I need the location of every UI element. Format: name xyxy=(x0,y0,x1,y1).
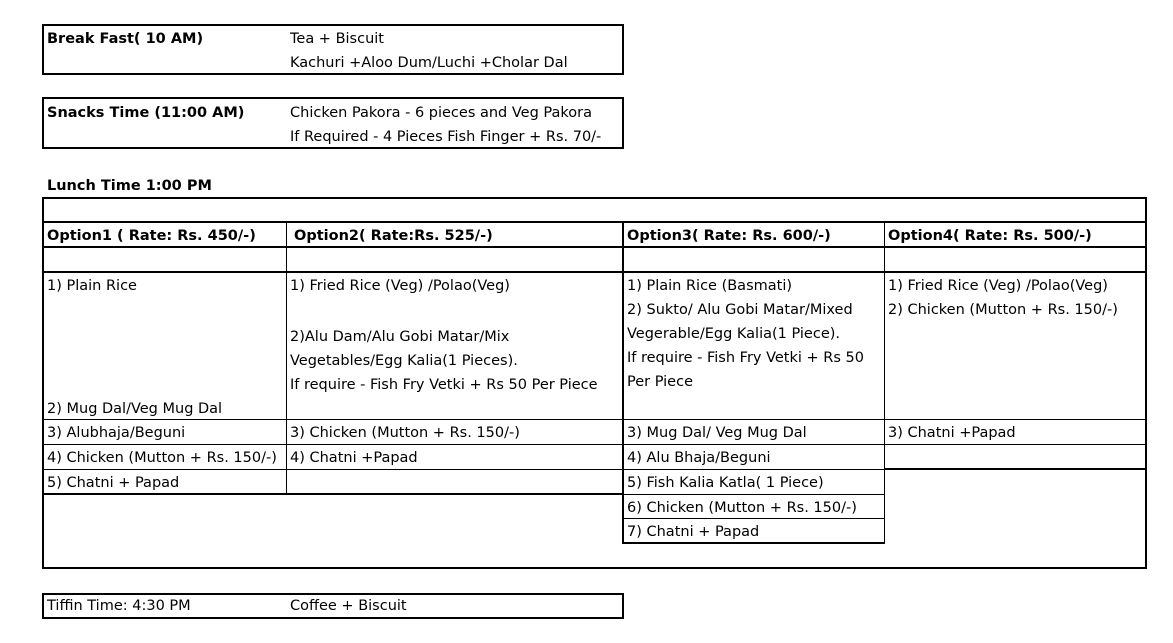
menu-item: 3) Chatni +Papad xyxy=(888,425,1016,441)
menu-item: 2) Mug Dal/Veg Mug Dal xyxy=(47,401,223,417)
table-rule xyxy=(286,221,287,494)
table-rule xyxy=(42,221,1147,223)
breakfast-item: Tea + Biscuit xyxy=(290,31,384,47)
option-header: Option2( Rate:Rs. 525/-) xyxy=(294,228,493,244)
menu-item: 2)Alu Dam/Alu Gobi Matar/Mix Vegetables/Egg Kalia(1 Pieces). If require - Fish Fry Vetki + Rs 50 Per Piece xyxy=(290,329,598,393)
menu-item: 4) Alu Bhaja/Beguni xyxy=(627,450,771,466)
tiffin-label: Tiffin Time: 4:30 PM xyxy=(47,598,191,614)
menu-item: 1) Plain Rice xyxy=(47,278,137,294)
menu-item: 1) Fried Rice (Veg) /Polao(Veg) xyxy=(290,278,510,294)
table-rule xyxy=(884,221,885,544)
option-header: Option1 ( Rate: Rs. 450/-) xyxy=(47,228,256,244)
table-rule xyxy=(885,468,1147,470)
menu-item: 5) Fish Kalia Katla( 1 Piece) xyxy=(627,475,824,491)
menu-item: 4) Chicken (Mutton + Rs. 150/-) xyxy=(47,450,277,466)
menu-item: 3) Mug Dal/ Veg Mug Dal xyxy=(627,425,807,441)
option-header: Option3( Rate: Rs. 600/-) xyxy=(627,228,831,244)
snacks-label: Snacks Time (11:00 AM) xyxy=(47,105,245,121)
menu-item: 3) Chicken (Mutton + Rs. 150/-) xyxy=(290,425,520,441)
tiffin-item: Coffee + Biscuit xyxy=(290,598,407,614)
menu-item: 1) Fried Rice (Veg) /Polao(Veg) xyxy=(888,278,1108,294)
menu-item: 3) Alubhaja/Beguni xyxy=(47,425,186,441)
option-header: Option4( Rate: Rs. 500/-) xyxy=(888,228,1092,244)
table-rule xyxy=(622,221,624,544)
menu-item: 6) Chicken (Mutton + Rs. 150/-) xyxy=(627,500,857,516)
snacks-item: Chicken Pakora - 6 pieces and Veg Pakora xyxy=(290,105,592,121)
menu-item: 2) Chicken (Mutton + Rs. 150/-) xyxy=(888,302,1118,318)
breakfast-label: Break Fast( 10 AM) xyxy=(47,31,204,47)
table-rule xyxy=(42,271,1147,273)
breakfast-item: Kachuri +Aloo Dum/Luchi +Cholar Dal xyxy=(290,55,568,71)
menu-item: 4) Chatni +Papad xyxy=(290,450,418,466)
menu-item: 1) Plain Rice (Basmati) xyxy=(627,278,793,294)
snacks-item: If Required - 4 Pieces Fish Finger + Rs. 70/- xyxy=(290,129,602,145)
menu-item: 7) Chatni + Papad xyxy=(627,524,760,540)
menu-item: 5) Chatni + Papad xyxy=(47,475,180,491)
lunch-title: Lunch Time 1:00 PM xyxy=(47,178,212,194)
menu-item: 2) Sukto/ Alu Gobi Matar/Mixed Vegerable/Egg Kalia(1 Piece). If require - Fish Fry Vetki + Rs 50 Per Piece xyxy=(627,302,864,390)
